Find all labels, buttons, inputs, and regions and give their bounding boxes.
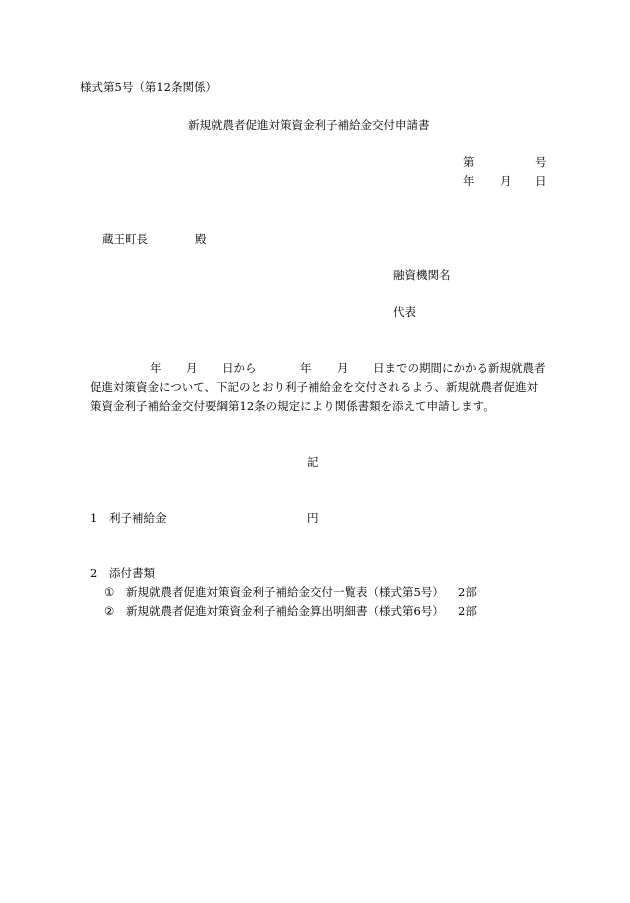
institution-label: 融資機関名	[393, 268, 451, 282]
date-day: 日	[535, 174, 547, 188]
ki-label: 記	[307, 455, 319, 469]
body-month-1: 月	[186, 361, 198, 375]
doc-number-suffix: 号	[535, 155, 547, 169]
representative-label: 代表	[393, 305, 416, 319]
body-line3: 策資金利子補給金交付要綱第12条の規定により関係書類を添えて申請します。	[90, 399, 495, 413]
item2-number: 2	[90, 566, 98, 580]
body-line1-rest: 日までの期間にかかる新規就農者	[373, 361, 546, 375]
body-day-from: 日から	[222, 361, 257, 375]
date-month: 月	[500, 174, 512, 188]
attachment-2-text: 新規就農者促進対策資金利子補給金算出明細書（様式第6号）	[126, 604, 444, 618]
body-year-1: 年	[150, 361, 162, 375]
body-line2: 促進対策資金について、下記のとおり利子補給金を交付されるよう、新規就農者促進対	[90, 380, 539, 394]
document-title: 新規就農者促進対策資金利子補給金交付申請書	[188, 118, 430, 132]
date-year: 年	[463, 174, 475, 188]
attachment-2-count: 2部	[458, 604, 477, 618]
body-year-2: 年	[300, 361, 312, 375]
item2-label: 添付書類	[109, 566, 155, 580]
item1-unit: 円	[307, 511, 319, 525]
addressee-name: 蔵王町長	[102, 232, 148, 246]
attachment-2-mark: ②	[104, 604, 115, 618]
attachment-1-count: 2部	[458, 585, 477, 599]
doc-number-prefix: 第	[463, 155, 475, 169]
attachment-1-text: 新規就農者促進対策資金利子補給金交付一覧表（様式第5号）	[126, 585, 444, 599]
item1-label: 利子補給金	[109, 511, 167, 525]
body-month-2: 月	[337, 361, 349, 375]
item1-number: 1	[90, 511, 98, 525]
addressee-honorific: 殿	[195, 232, 207, 246]
form-number: 様式第5号（第12条関係）	[80, 80, 217, 94]
attachment-1-mark: ①	[104, 585, 115, 599]
